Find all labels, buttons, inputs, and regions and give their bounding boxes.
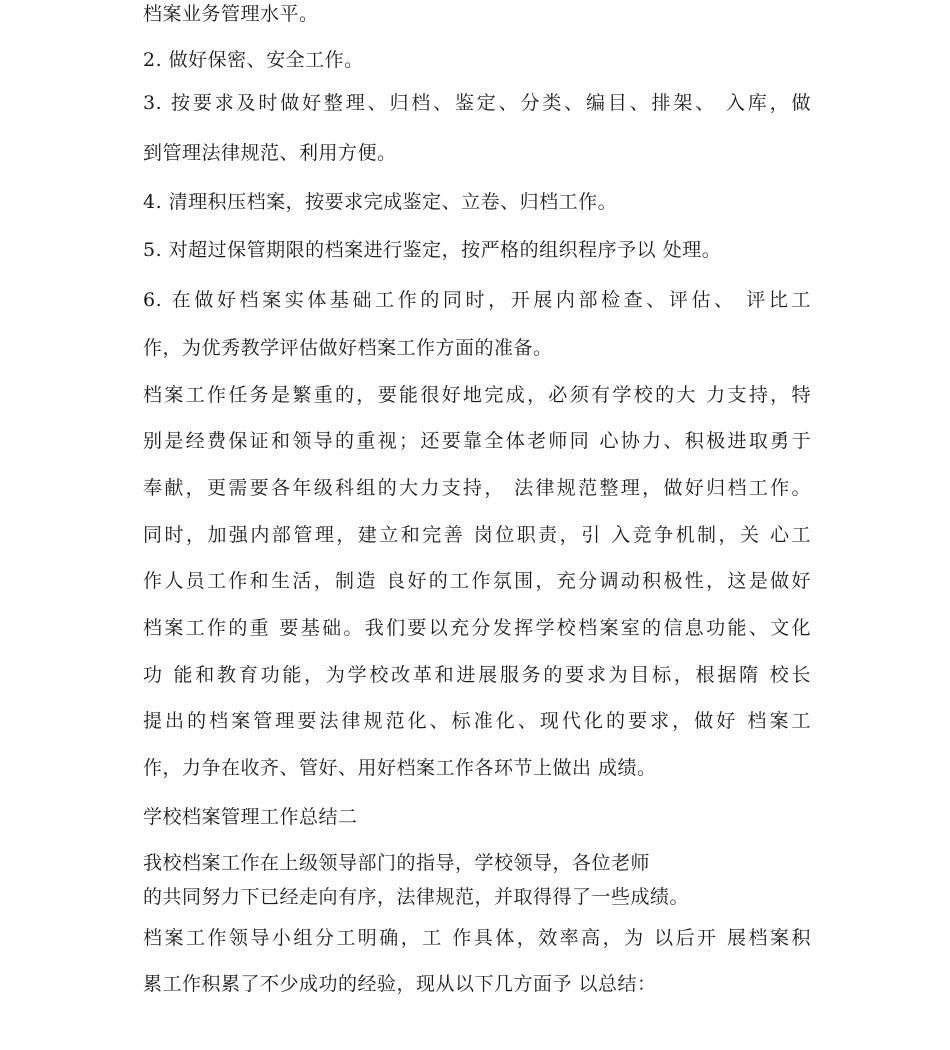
text-line-17: 作，力争在收齐、管好、用好档案工作各环节上做出 成绩。 <box>143 757 657 779</box>
text-line-12: 同时，加强内部管理，建立和完善 岗位职责，引 入竞争机制，关 心工 <box>143 524 811 546</box>
text-line-22: 累工作积累了不少成功的经验，现从以下几方面予 以总结： <box>143 973 657 995</box>
text-line-20: 的共同努力下已经走向有序，法律规范，并取得得了一些成绩。 <box>143 886 690 908</box>
text-line-15: 功 能和教育功能，为学校改革和进展服务的要求为目标，根据隋 校长 <box>143 664 811 686</box>
text-line-1: 档案业务管理水平。 <box>143 3 319 25</box>
text-line-19: 我校档案工作在上级领导部门的指导，学校领导，各位老师 <box>143 852 651 874</box>
text-line-6: 5. 对超过保管期限的档案进行鉴定，按严格的组织程序予以 处理。 <box>143 239 722 261</box>
text-line-11: 奉献，更需要各年级科组的大力支持， 法律规范整理，做好归档工作。 <box>143 477 811 499</box>
text-line-5: 4. 清理积压档案，按要求完成鉴定、立卷、归档工作。 <box>143 191 618 213</box>
text-line-16: 提出的档案管理要法律规范化、标准化、现代化的要求，做好 档案工 <box>143 710 811 732</box>
text-line-13: 作人员工作和生活，制造 良好的工作氛围，充分调动积极性，这是做好 <box>143 570 811 592</box>
text-line-10: 别是经费保证和领导的重视；还要靠全体老师同 心协力、积极进取勇于 <box>143 430 811 452</box>
text-line-2: 2. 做好保密、安全工作。 <box>143 49 364 71</box>
text-line-9: 档案工作任务是繁重的，要能很好地完成，必须有学校的大 力支持，特 <box>143 384 811 406</box>
text-line-3: 3. 按要求及时做好整理、归档、鉴定、分类、编目、排架、 入库，做 <box>143 92 811 114</box>
text-line-7: 6. 在做好档案实体基础工作的同时，开展内部检查、评估、 评比工 <box>143 289 811 311</box>
text-line-4: 到管理法律规范、利用方便。 <box>143 142 397 164</box>
text-line-21: 档案工作领导小组分工明确，工 作具体，效率高，为 以后开 展档案积 <box>143 927 811 949</box>
section-heading: 学校档案管理工作总结二 <box>143 806 358 828</box>
text-line-14: 档案工作的重 要基础。我们要以充分发挥学校档案室的信息功能、文化 <box>143 617 811 639</box>
text-line-8: 作，为优秀教学评估做好档案工作方面的准备。 <box>143 337 553 359</box>
